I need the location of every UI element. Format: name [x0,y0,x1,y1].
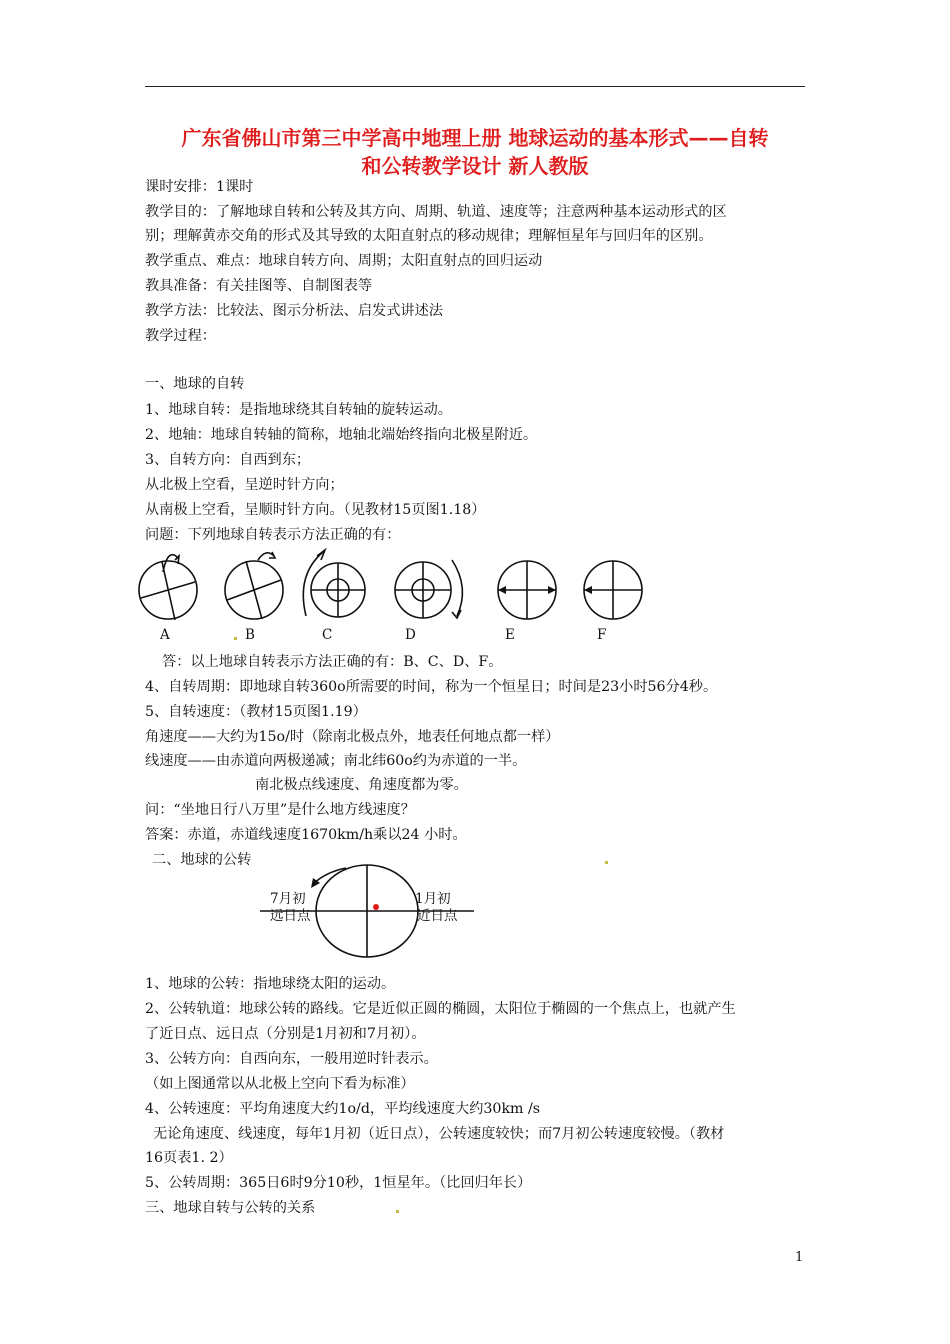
methods: 教学方法：比较法、图示分析法、启发式讲述法 [145,303,443,319]
scan-speck [605,861,608,864]
answer-2: 答案：赤道，赤道线速度1670km/h乘以24 小时。 [145,827,467,843]
label-a: A [160,627,170,643]
label-f: F [597,627,607,643]
section-rotation-heading: 一、地球的自转 [145,376,245,392]
revolution-item-3: 3、公转方向：自西向东，一般用逆时针表示。 [145,1051,438,1067]
tools: 教具准备：有关挂图等、自制图表等 [145,278,373,294]
perihelion-label: 近日点 [417,908,458,924]
title-line-1: 广东省佛山市第三中学高中地理上册 地球运动的基本形式——自转 [181,126,769,150]
key-points: 教学重点、难点：地球自转方向、周期；太阳直射点的回归运动 [145,253,543,269]
section-revolution-heading: 二、地球的公转 [152,852,252,868]
rotation-item-5: 5、自转速度：（教材15页图1.19） [145,704,367,720]
scan-speck [234,637,237,640]
scan-speck [396,1210,399,1213]
title-line-2: 和公转教学设计 新人教版 [361,154,589,178]
revolution-item-2-line-2: 了近日点、远日点（分别是1月初和7月初）。 [145,1026,426,1042]
rotation-item-4: 4、自转周期：即地球自转360o所需要的时间，称为一个恒星日；时间是23小时56分4秒。 [145,679,718,695]
label-e: E [505,627,515,643]
page-number: 1 [795,1250,804,1265]
revolution-speed-line-2: 16页表1. 2） [145,1150,233,1166]
revolution-speed-line-1: 无论角速度、线速度，每年1月初（近日点），公转速度较快；而7月初公转速度较慢。（教材 [153,1126,725,1142]
angular-speed: 角速度——大约为15o/时（除南北极点外，地表任何地点都一样） [145,729,560,745]
revolution-item-2-line-1: 2、公转轨道：地球公转的路线。它是近似正圆的椭圆，太阳位于椭圆的一个焦点上，也就产生 [145,1001,736,1017]
section-relation-heading: 三、地球自转与公转的关系 [145,1200,316,1216]
question-2: 问：“坐地日行八万里”是什么地方线速度？ [145,802,415,818]
north-view: 从北极上空看，呈逆时针方向； [145,477,344,493]
rotation-item-1: 1、地球自转：是指地球绕其自转轴的旋转运动。 [145,402,452,418]
sun-icon [373,904,379,910]
revolution-item-4: 4、公转速度：平均角速度大约1o/d，平均线速度大约30km /s [145,1101,541,1117]
south-view: 从南极上空看，呈顺时针方向。（见教材15页图1.18） [145,502,486,518]
label-c: C [322,627,333,643]
rotation-answer: 答：以上地球自转表示方法正确的有：B、C、D、F。 [162,654,503,670]
linear-speed: 线速度——由赤道向两极递减；南北纬60o约为赤道的一半。 [145,753,527,769]
revolution-item-1: 1、地球的公转：指地球绕太阳的运动。 [145,976,396,992]
goal-line-1: 教学目的：了解地球自转和公转及其方向、周期、轨道、速度等；注意两种基本运动形式的区 [145,204,727,220]
rotation-question: 问题：下列地球自转表示方法正确的有： [145,527,401,543]
label-d: D [405,627,416,643]
revolution-item-5: 5、公转周期：365日6时9分10秒，1恒星年。（比回归年长） [145,1175,532,1191]
label-b: B [245,627,255,643]
goal-line-2: 别；理解黄赤交角的形式及其导致的太阳直射点的移动规律；理解恒星年与回归年的区别。 [145,228,713,244]
aphelion-month: 7月初 [270,891,306,907]
perihelion-month: 1月初 [415,891,451,907]
poles-speed: 南北极点线速度、角速度都为零。 [255,777,468,793]
revolution-note: （如上图通常以从北极上空向下看为标准） [145,1076,415,1092]
process-label: 教学过程： [145,328,216,344]
schedule: 课时安排：1课时 [145,179,254,195]
rotation-item-2: 2、地轴：地球自转轴的简称，地轴北端始终指向北极星附近。 [145,427,538,443]
rotation-item-3: 3、自转方向：自西到东； [145,452,311,468]
aphelion-label: 远日点 [270,908,311,924]
